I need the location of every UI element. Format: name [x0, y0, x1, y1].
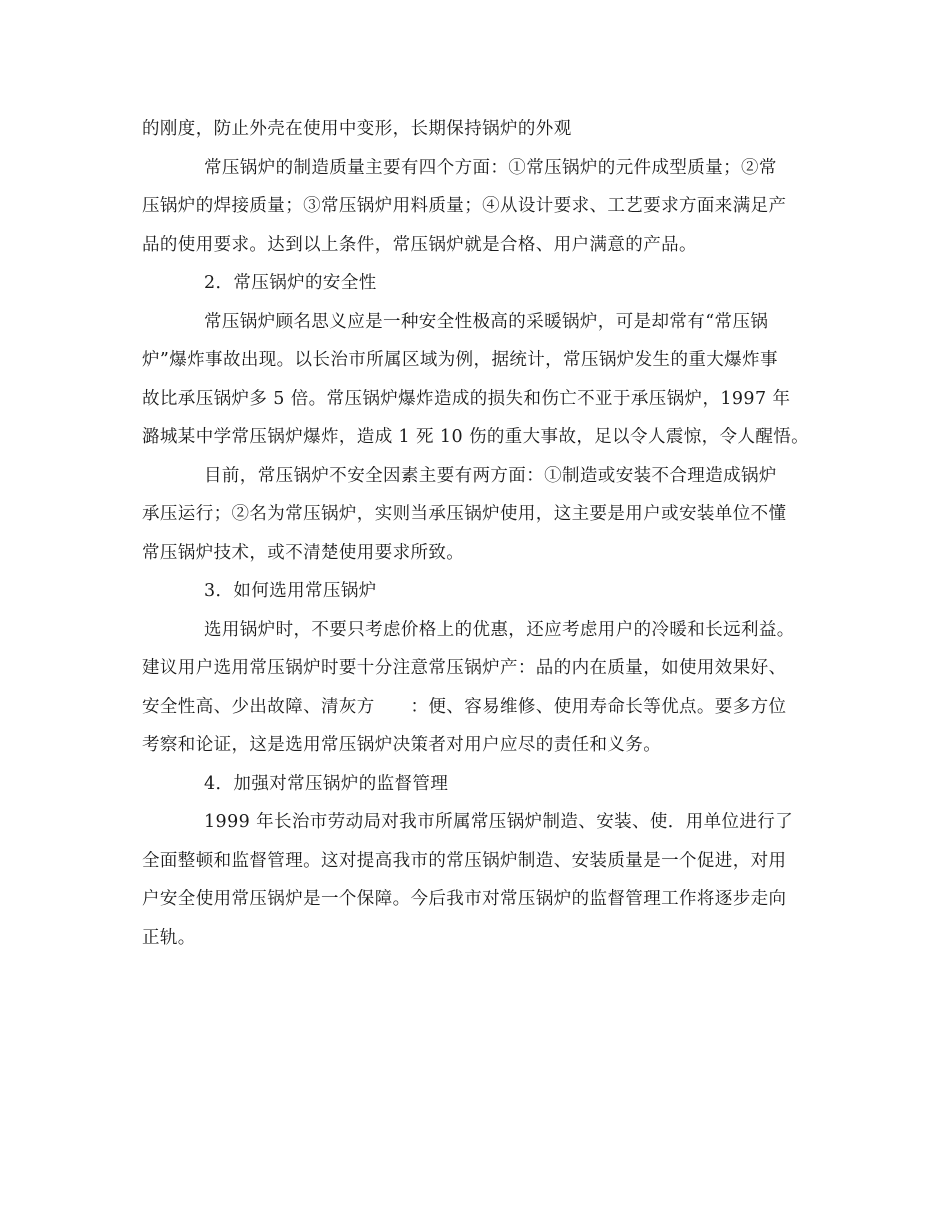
text-line: 建议用户选用常压锅炉时要十分注意常压锅炉产：品的内在质量，如使用效果好、	[142, 658, 787, 678]
text-line: 考察和论证，这是选用常压锅炉决策者对用户应尽的责任和义务。	[142, 735, 662, 755]
paragraph-start-line: 目前，常压锅炉不安全因素主要有两方面：①制造或安装不合理造成锅炉	[204, 465, 777, 486]
text-line: 压锅炉的焊接质量；③常压锅炉用料质量；④从设计要求、工艺要求方面来满足产	[142, 196, 787, 216]
text-line: 的刚度，防止外壳在使用中变形，长期保持锅炉的外观	[142, 119, 572, 139]
section-heading: 3．如何选用常压锅炉	[204, 581, 377, 601]
text-line: 全面整顿和监督管理。这对提高我市的常压锅炉制造、安装质量是一个促进，对用	[142, 850, 787, 871]
section-heading: 2．常压锅炉的安全性	[204, 273, 377, 293]
section-heading: 4．加强对常压锅炉的监督管理	[204, 773, 449, 794]
text-line: 潞城某中学常压锅炉爆炸，造成 1 死 10 伤的重大事故，足以令人震惊，令人醒悟。	[142, 427, 810, 447]
paragraph-start-line: 1999 年长治市劳动局对我市所属常压锅炉制造、安装、使．用单位进行了	[204, 812, 794, 832]
text-line: 故比承压锅炉多 5 倍。常压锅炉爆炸造成的损失和伤亡不亚于承压锅炉，1997 年	[142, 388, 791, 409]
text-line: 户安全使用常压锅炉是一个保障。今后我市对常压锅炉的监督管理工作将逐步走向	[142, 889, 787, 909]
text-line: 安全性高、少出故障、清灰方 ：便、容易维修、使用寿命长等优点。要多方位	[142, 696, 787, 717]
text-line: 承压运行；②名为常压锅炉，实则当承压锅炉使用，这主要是用户或安装单位不懂	[142, 504, 787, 524]
text-line: 品的使用要求。达到以上条件，常压锅炉就是合格、用户满意的产品。	[142, 234, 697, 255]
text-line: 炉”爆炸事故出现。以长治市所属区域为例，据统计，常压锅炉发生的重大爆炸事	[142, 350, 778, 370]
paragraph-start-line: 常压锅炉的制造质量主要有四个方面：①常压锅炉的元件成型质量；②常	[204, 157, 777, 178]
paragraph-start-line: 选用锅炉时，不要只考虑价格上的优惠，还应考虑用户的冷暖和长远利益。	[204, 619, 795, 640]
text-line: 正轨。	[142, 927, 196, 948]
text-line: 常压锅炉技术，或不清楚使用要求所致。	[142, 542, 465, 563]
document-body	[142, 110, 822, 957]
paragraph-start-line: 常压锅炉顾名思义应是一种安全性极高的采暖锅炉，可是却常有“常压锅	[204, 311, 769, 332]
